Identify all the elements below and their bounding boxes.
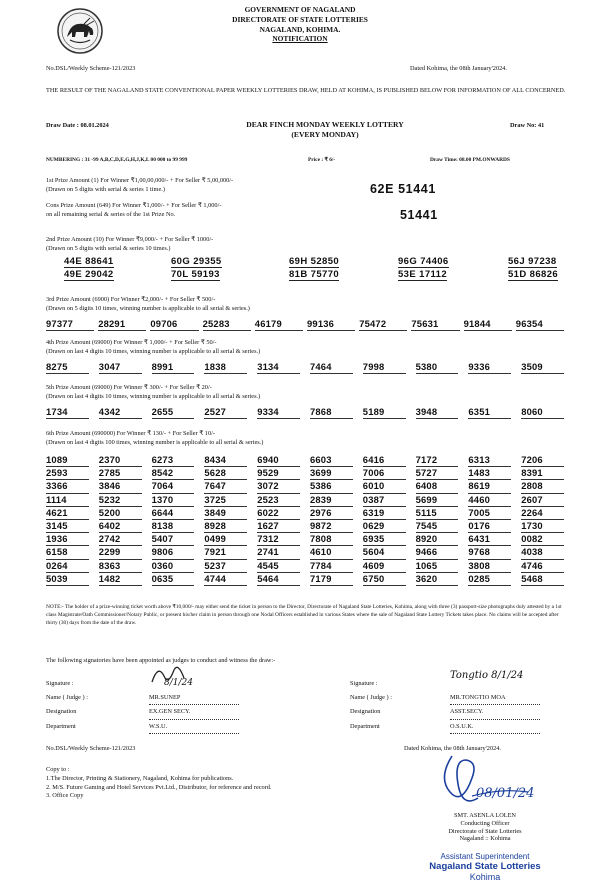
sixth-prize-number: 9806 (152, 546, 195, 559)
fifth-prize-number: 1734 (46, 406, 89, 419)
sixth-prize-number: 0360 (152, 560, 195, 573)
gov-title: GOVERNMENT OF NAGALAND (244, 5, 356, 14)
first-prize-drawn: (Drawn on 5 digits with serial & series 1 time.) (46, 185, 165, 193)
sixth-prize-number: 6402 (99, 520, 142, 533)
sixth-prize-number: 8363 (99, 560, 142, 573)
judge-right-signature: Tongtio 8/1/24 (450, 670, 524, 681)
sixth-prize-number: 7312 (257, 533, 300, 546)
signatories-intro: The following signatories have been appointed as judges to conduct and witness the draw:- (46, 657, 276, 664)
sixth-prize-number: 5727 (416, 467, 459, 480)
sixth-prize-number: 6408 (416, 480, 459, 493)
third-prize-number: 75472 (359, 318, 407, 331)
third-prize-number: 46179 (255, 318, 303, 331)
sixth-prize-number: 7808 (310, 533, 353, 546)
sixth-prize-number: 7545 (416, 520, 459, 533)
officer-role: Conducting Officer (460, 819, 510, 827)
notification-title: NOTIFICATION (272, 34, 328, 44)
sixth-prize-number: 6644 (152, 507, 195, 520)
sixth-prize-number: 3849 (204, 507, 247, 520)
sixth-prize-number: 2370 (99, 454, 142, 467)
fifth-prize-number: 2655 (152, 406, 195, 419)
sixth-prize-number: 5407 (152, 533, 195, 546)
copy-item: 3. Office Copy (46, 792, 84, 800)
judge-right-name: MR.TONGTIO MOA (450, 691, 540, 706)
sixth-prize-number: 2523 (257, 494, 300, 507)
fourth-prize-number: 5380 (416, 361, 459, 374)
sixth-prize-number: 1065 (416, 560, 459, 573)
label-signature: Signature : (350, 680, 378, 687)
label-department: Department (46, 722, 76, 730)
sixth-prize-number: 0285 (468, 573, 511, 586)
third-prize-number: 91844 (464, 318, 512, 331)
sixth-prize-number: 6313 (468, 454, 511, 467)
second-prize-number: 60G 29355 (171, 256, 222, 267)
sixth-prize-number: 6940 (257, 454, 300, 467)
sixth-prize-number: 6416 (363, 454, 406, 467)
second-prize-number: 53E 17112 (398, 269, 448, 280)
sixth-prize-number: 0264 (46, 560, 89, 573)
third-prize-number: 09706 (150, 318, 198, 331)
fifth-prize-drawn: (Drawn on last 4 digits 10 times, winning number is applicable to all serial & series.) (46, 392, 261, 400)
third-prize-number: 99136 (307, 318, 355, 331)
fourth-prize-number: 9336 (468, 361, 511, 374)
second-prize-row-2 (46, 269, 566, 282)
sixth-prize-number: 8434 (204, 454, 247, 467)
numbering-info: NUMBERING : 31 -99 A,B,C,D,E,G,H,J,K,L 00 000 to 99 999 (46, 157, 188, 163)
judge-right-department: O.S.U.K. (450, 720, 540, 735)
judge-left-name: MR.SUNEP (149, 691, 239, 706)
sixth-prize-number: 5468 (521, 573, 564, 586)
fourth-prize-number: 8275 (46, 361, 89, 374)
sixth-prize-number: 7064 (152, 480, 195, 493)
place-title: NAGALAND, KOHIMA. (259, 24, 341, 34)
cons-prize-note: on all remaining serial & series of the 1st Prize No. (46, 210, 176, 218)
fourth-prize-number: 7464 (310, 361, 353, 374)
sixth-prize-number: 2976 (310, 507, 353, 520)
sixth-prize-number: 8542 (152, 467, 195, 480)
footer-dated: Dated Kohima, the 08th January'2024. (404, 745, 501, 752)
dated-line: Dated Kohima, the 08th January'2024. (410, 65, 507, 72)
fourth-prize-drawn: (Drawn on last 4 digits 10 times, winning number is applicable to all serial & series.) (46, 347, 261, 355)
sixth-prize-number: 3725 (204, 494, 247, 507)
fourth-prize-numbers (46, 361, 564, 374)
second-prize-number: 51D 86826 (508, 269, 559, 280)
sixth-prize-number: 1936 (46, 533, 89, 546)
sixth-prize-number: 9768 (468, 546, 511, 559)
sixth-prize-number: 8619 (468, 480, 511, 493)
sixth-prize-number: 5115 (416, 507, 459, 520)
sixth-prize-number: 7172 (416, 454, 459, 467)
sixth-prize-number: 3620 (416, 573, 459, 586)
third-prize-number: 28291 (98, 318, 146, 331)
sixth-prize-number: 1627 (257, 520, 300, 533)
officer-directorate: Directorate of State Lotteries (448, 827, 522, 835)
sixth-prize-number: 4744 (204, 573, 247, 586)
sixth-prize-number: 2593 (46, 467, 89, 480)
fifth-prize-amount: 5th Prize Amount (69000) For Winner ₹ 300/- + For Seller ₹ 20/- (46, 384, 212, 391)
sixth-prize-number: 7006 (363, 467, 406, 480)
sixth-prize-number: 1089 (46, 454, 89, 467)
third-prize-number: 25283 (203, 318, 251, 331)
second-prize-number: 44E 88641 (64, 256, 114, 267)
label-designation: Designation (350, 708, 381, 715)
judge-left-signature: 8/1/24 (164, 678, 193, 688)
first-prize-amount: 1st Prize Amount (1) For Winner ₹1,00,00,000/- + For Seller ₹ 5,00,000/- (46, 177, 234, 184)
sixth-prize-number: 2808 (521, 480, 564, 493)
intro-text: THE RESULT OF THE NAGALAND STATE CONVENTIONAL PAPER WEEKLY LOTTERIES DRAW, HELD AT KOHIMA, IS PUBLISHED BELOW FOR INFORMATION OF ALL CONCERNED. (46, 87, 566, 94)
sixth-prize-number: 0387 (363, 494, 406, 507)
sixth-prize-number: 9529 (257, 467, 300, 480)
sixth-prize-number: 7784 (310, 560, 353, 573)
sixth-prize-number: 2264 (521, 507, 564, 520)
sixth-prize-number: 0176 (468, 520, 511, 533)
sixth-prize-number: 3699 (310, 467, 353, 480)
sixth-prize-number: 2785 (99, 467, 142, 480)
sixth-prize-number: 2607 (521, 494, 564, 507)
second-prize-row-1 (46, 256, 566, 269)
lottery-name: DEAR FINCH MONDAY WEEKLY LOTTERY (246, 120, 404, 129)
sixth-prize-number: 5039 (46, 573, 89, 586)
directorate-title: DIRECTORATE OF STATE LOTTERIES (232, 14, 368, 24)
sixth-prize-number: 4545 (257, 560, 300, 573)
second-prize-drawn: (Drawn on 5 digits with serial & series 10 times.) (46, 244, 171, 252)
copy-item: 2. M/S. Future Gaming and Hotel Services Pvt.Ltd., Distributor, for reference and record. (46, 783, 272, 791)
fifth-prize-number: 9334 (257, 406, 300, 419)
third-prize-numbers (46, 318, 564, 331)
sixth-prize-number: 6022 (257, 507, 300, 520)
fourth-prize-number: 7998 (363, 361, 406, 374)
sixth-prize-number: 1482 (99, 573, 142, 586)
draw-number: Draw No: 41 (510, 122, 545, 129)
sixth-prize-number: 6010 (363, 480, 406, 493)
cons-prize-number: 51441 (400, 208, 438, 222)
seal-line-3: Kohima (469, 872, 501, 882)
seal-line-2: Nagaland State Lotteries (429, 861, 541, 872)
sixth-prize-number: 7647 (204, 480, 247, 493)
sixth-prize-drawn: (Drawn on last 4 digits 100 times, winning number is applicable to all serial & series.) (46, 438, 264, 446)
lottery-frequency: (EVERY MONDAY) (291, 129, 359, 139)
sixth-prize-number: 1370 (152, 494, 195, 507)
sixth-prize-number: 2741 (257, 546, 300, 559)
sixth-prize-number: 6158 (46, 546, 89, 559)
sixth-prize-number: 0635 (152, 573, 195, 586)
draw-date: Draw Date : 08.01.2024 (46, 122, 109, 129)
sixth-prize-number: 0082 (521, 533, 564, 546)
sixth-prize-number: 6750 (363, 573, 406, 586)
fifth-prize-number: 6351 (468, 406, 511, 419)
sixth-prize-number: 1730 (521, 520, 564, 533)
sixth-prize-number: 5386 (310, 480, 353, 493)
fourth-prize-amount: 4th Prize Amount (69000) For Winner ₹ 1,000/- + For Seller ₹ 50/- (46, 339, 217, 346)
sixth-prize-number: 5464 (257, 573, 300, 586)
sixth-prize-number: 4610 (310, 546, 353, 559)
second-prize-number: 69H 52850 (289, 256, 340, 267)
sixth-prize-amount: 6th Prize Amount (690000) For Winner ₹ 130/- + For Seller ₹ 10/- (46, 430, 215, 437)
sixth-prize-number: 6273 (152, 454, 195, 467)
sixth-prize-number: 5628 (204, 467, 247, 480)
judge-left-department: W.S.U. (149, 720, 239, 735)
sixth-prize-number: 1483 (468, 467, 511, 480)
first-prize-number: 62E 51441 (370, 182, 436, 196)
sixth-prize-number: 7005 (468, 507, 511, 520)
sixth-prize-number: 3072 (257, 480, 300, 493)
sixth-prize-number: 6431 (468, 533, 511, 546)
second-prize-amount: 2nd Prize Amount (10) For Winner ₹9,000/- + For Seller ₹ 1000/- (46, 236, 214, 243)
sixth-prize-number: 9872 (310, 520, 353, 533)
sixth-prize-number: 5237 (204, 560, 247, 573)
sixth-prize-number: 5232 (99, 494, 142, 507)
sixth-prize-number: 2839 (310, 494, 353, 507)
third-prize-drawn: (Drawn on 5 digits 10 times, winning number is applicable to all serial & series.) (46, 304, 250, 312)
fourth-prize-number: 3134 (257, 361, 300, 374)
third-prize-number: 97377 (46, 318, 94, 331)
sixth-prize-number: 4038 (521, 546, 564, 559)
copy-item: 1.The Director, Printing & Stationery, Nagaland, Kohima for publications. (46, 774, 234, 782)
fifth-prize-number: 3948 (416, 406, 459, 419)
sixth-prize-number: 3366 (46, 480, 89, 493)
sixth-prize-number: 3145 (46, 520, 89, 533)
sixth-prize-number: 4746 (521, 560, 564, 573)
fourth-prize-number: 8991 (152, 361, 195, 374)
sixth-prize-number: 8391 (521, 467, 564, 480)
draw-time: Draw Time: 08.00 PM.ONWARDS (430, 157, 510, 163)
sixth-prize-number: 3846 (99, 480, 142, 493)
third-prize-number: 75631 (411, 318, 459, 331)
fifth-prize-number: 4342 (99, 406, 142, 419)
sixth-prize-number: 6935 (363, 533, 406, 546)
sixth-prize-number: 9466 (416, 546, 459, 559)
sixth-prize-number: 2742 (99, 533, 142, 546)
sixth-prize-number: 6603 (310, 454, 353, 467)
fifth-prize-number: 8060 (521, 406, 564, 419)
second-prize-number: 70L 59193 (171, 269, 220, 280)
label-designation: Designation (46, 708, 77, 715)
second-prize-number: 56J 97238 (508, 256, 557, 267)
fourth-prize-number: 1838 (204, 361, 247, 374)
sixth-prize-number: 0499 (204, 533, 247, 546)
sixth-prize-number: 6319 (363, 507, 406, 520)
fourth-prize-number: 3047 (99, 361, 142, 374)
claim-note: NOTE:- The holder of a prize-winning ticket worth above ₹10,000/- may either send the ticket in person to the Director, Directorate of Nagaland State Lotteries, Kohima, along with three (3) passport-size photographs duly attested by a 1st class Magistrate/Oath Commissioner/Notary Public, or present his/her claim in person through one Nodal Officers established in various States where the sale of Nagaland State Lottery Tickets takes place. No claims will be accepted after thirty (30) days from the date of the draw. (46, 604, 562, 626)
sixth-prize-number: 0629 (363, 520, 406, 533)
sixth-prize-number: 5200 (99, 507, 142, 520)
sixth-prize-number: 4460 (468, 494, 511, 507)
state-emblem (56, 7, 104, 55)
sixth-prize-number: 8920 (416, 533, 459, 546)
seal-line-1: Assistant Superintendent (440, 852, 530, 861)
footer-reference: No.DSL/Weekly Scheme-121/2023 (46, 745, 136, 752)
second-prize-number: 96G 74406 (398, 256, 449, 267)
fifth-prize-number: 5189 (363, 406, 406, 419)
officer-place: Nagaland :: Kohima (459, 835, 511, 843)
judge-right-designation: ASST.SECY. (450, 705, 540, 720)
sixth-prize-number: 8138 (152, 520, 195, 533)
second-prize-number: 81B 75770 (289, 269, 340, 280)
officer-name: SMT. ASENLA LOLEN (454, 812, 516, 819)
sixth-prize-number: 1114 (46, 494, 89, 507)
label-name: Name ( Judge ) : (46, 693, 88, 701)
reference-number: No.DSL/Weekly Scheme-121/2023 (46, 65, 136, 72)
ticket-price: Price : ₹ 6/- (308, 157, 336, 163)
sixth-prize-number: 7921 (204, 546, 247, 559)
sixth-prize-number: 5699 (416, 494, 459, 507)
sixth-prize-number: 5604 (363, 546, 406, 559)
fifth-prize-number: 7868 (310, 406, 353, 419)
second-prize-number: 49E 29042 (64, 269, 114, 280)
label-name: Name ( Judge ) : (350, 693, 392, 701)
sixth-prize-number: 4621 (46, 507, 89, 520)
sixth-prize-number: 7179 (310, 573, 353, 586)
cons-prize-amount: Cons Prize Amount (649) For Winner ₹1,000/- + For Seller ₹ 1,000/- (46, 202, 222, 209)
sixth-prize-numbers (46, 454, 564, 586)
fourth-prize-number: 3509 (521, 361, 564, 374)
sixth-prize-number: 4609 (363, 560, 406, 573)
judge-left-signature-scrawl (148, 662, 188, 695)
label-signature: Signature : (46, 680, 74, 687)
officer-stamp-date: 08/01/24 (476, 786, 535, 801)
sixth-prize-number: 3808 (468, 560, 511, 573)
label-department: Department (350, 722, 380, 730)
sixth-prize-number: 2299 (99, 546, 142, 559)
third-prize-number: 96354 (516, 318, 564, 331)
sixth-prize-number: 8928 (204, 520, 247, 533)
fifth-prize-number: 2527 (204, 406, 247, 419)
fifth-prize-numbers (46, 406, 564, 419)
judge-left-designation: EX.GEN SECY. (149, 705, 239, 720)
sixth-prize-number: 7206 (521, 454, 564, 467)
third-prize-amount: 3rd Prize Amount (6900) For Winner ₹2,000/- + For Seller ₹ 500/- (46, 296, 216, 303)
copy-to-label: Copy to : (46, 766, 70, 773)
